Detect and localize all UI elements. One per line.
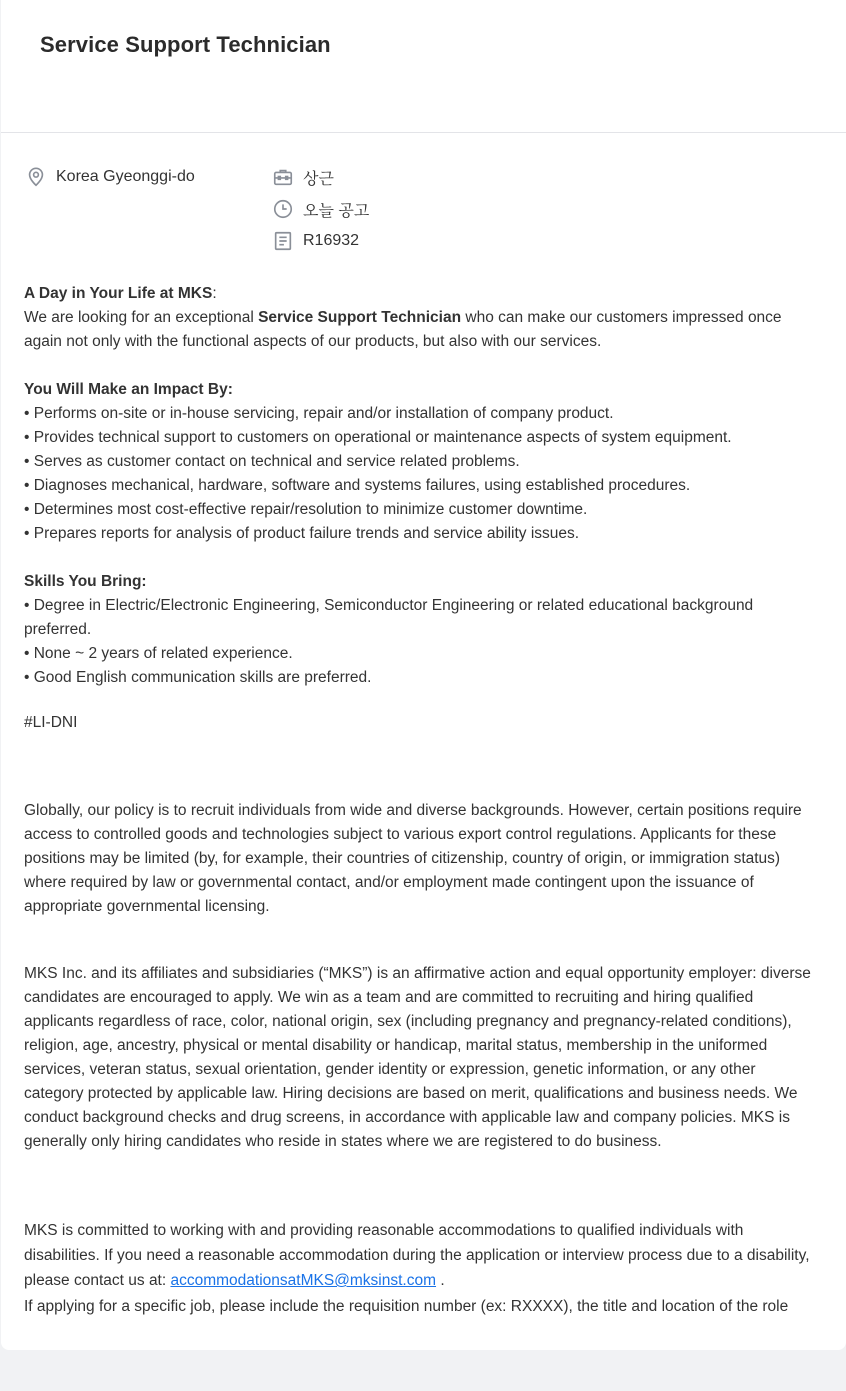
accommodation-email-link[interactable]: accommodationsatMKS@mksinst.com bbox=[170, 1272, 437, 1289]
list-item: • Diagnoses mechanical, hardware, software and systems failures, using established procedures. bbox=[24, 477, 691, 494]
list-item: • Determines most cost-effective repair/resolution to minimize customer downtime. bbox=[24, 501, 588, 518]
employment-type-item bbox=[272, 165, 334, 189]
list-item: • Good English communication skills are preferred. bbox=[24, 669, 372, 686]
briefcase-icon bbox=[272, 166, 294, 188]
requisition-note: If applying for a specific job, please include the requisition number (ex: RXXXX), the title and location of the role bbox=[24, 1298, 789, 1315]
location-text: Korea Gyeonggi-do bbox=[56, 168, 195, 185]
skills-heading: Skills You Bring: bbox=[24, 573, 147, 590]
job-header bbox=[1, 0, 846, 133]
list-item: • Provides technical support to customers on operational or maintenance aspects of system equipment. bbox=[24, 429, 732, 446]
intro-heading: A Day in Your Life at MKS bbox=[24, 285, 213, 302]
intro-heading-line: A Day in Your Life at MKS: bbox=[24, 285, 217, 302]
list-item: • Performs on-site or in-house servicing, repair and/or installation of company product. bbox=[24, 405, 614, 422]
job-title: Service Support Technician bbox=[40, 32, 331, 57]
list-item: • Degree in Electric/Electronic Engineering, Semiconductor Engineering or related educational background preferred. bbox=[24, 597, 754, 638]
accommodation-paragraph: MKS is committed to working with and providing reasonable accommodations to qualified individuals with disabilities. If you need a reasonable accommodation during the application or interview process due to a disability, please contact us at: accommodationsatMKS@mksinst.com . bbox=[24, 1222, 810, 1289]
list-item: • None ~ 2 years of related experience. bbox=[24, 645, 293, 662]
job-meta bbox=[1, 165, 846, 255]
eeo-paragraph: MKS Inc. and its affiliates and subsidiaries (“MKS”) is an affirmative action and equal opportunity employer: diverse candidates are encouraged to apply. We win as a team and are committed to recruiting and hiring qualified applicants regardless of race, color, national origin, sex (including pregnancy and pregnancy-related conditions), religion, age, ancestry, physical or mental disability or handicap, marital status, membership in the uniformed services, veteran status, sexual orientation, gender identity or expression, genetic information, or any other category protected by applicable law. Hiring decisions are based on merit, qualifications and business needs. We conduct background checks and drug screens, in accordance with applicable law and company policies. MKS is generally only hiring candidates who reside in states where we are registered to do business. bbox=[24, 965, 811, 1150]
location-item bbox=[25, 165, 195, 189]
document-icon bbox=[272, 230, 294, 252]
posted-item bbox=[272, 197, 369, 221]
location-pin-icon bbox=[25, 166, 47, 188]
list-item: • Prepares reports for analysis of product failure trends and service ability issues. bbox=[24, 525, 580, 542]
job-description bbox=[24, 282, 819, 1320]
list-item: • Serves as customer contact on technical and service related problems. bbox=[24, 453, 520, 470]
employment-type-text: 상근 bbox=[303, 170, 334, 188]
intro-paragraph: We are looking for an exceptional Service Support Technician who can make our customers impressed once again not only with the functional aspects of our products, but also with our services. bbox=[24, 309, 782, 350]
requisition-text: R16932 bbox=[303, 232, 360, 249]
requisition-item bbox=[272, 229, 359, 253]
hashtag: #LI-DNI bbox=[24, 714, 78, 731]
posted-text: 오늘 공고 bbox=[303, 202, 370, 220]
policy-paragraph: Globally, our policy is to recruit individuals from wide and diverse backgrounds. However, certain positions require access to controlled goods and technologies subject to various export control regulations. Applicants for these positions may be limited (by, for example, their countries of citizenship, country of origin, or immigration status) where required by law or governmental contact, and/or employment made contingent upon the issuance of appropriate governmental licensing. bbox=[24, 802, 802, 915]
impact-heading: You Will Make an Impact By: bbox=[24, 381, 233, 398]
clock-icon bbox=[272, 198, 294, 220]
job-detail-card bbox=[1, 0, 846, 1350]
